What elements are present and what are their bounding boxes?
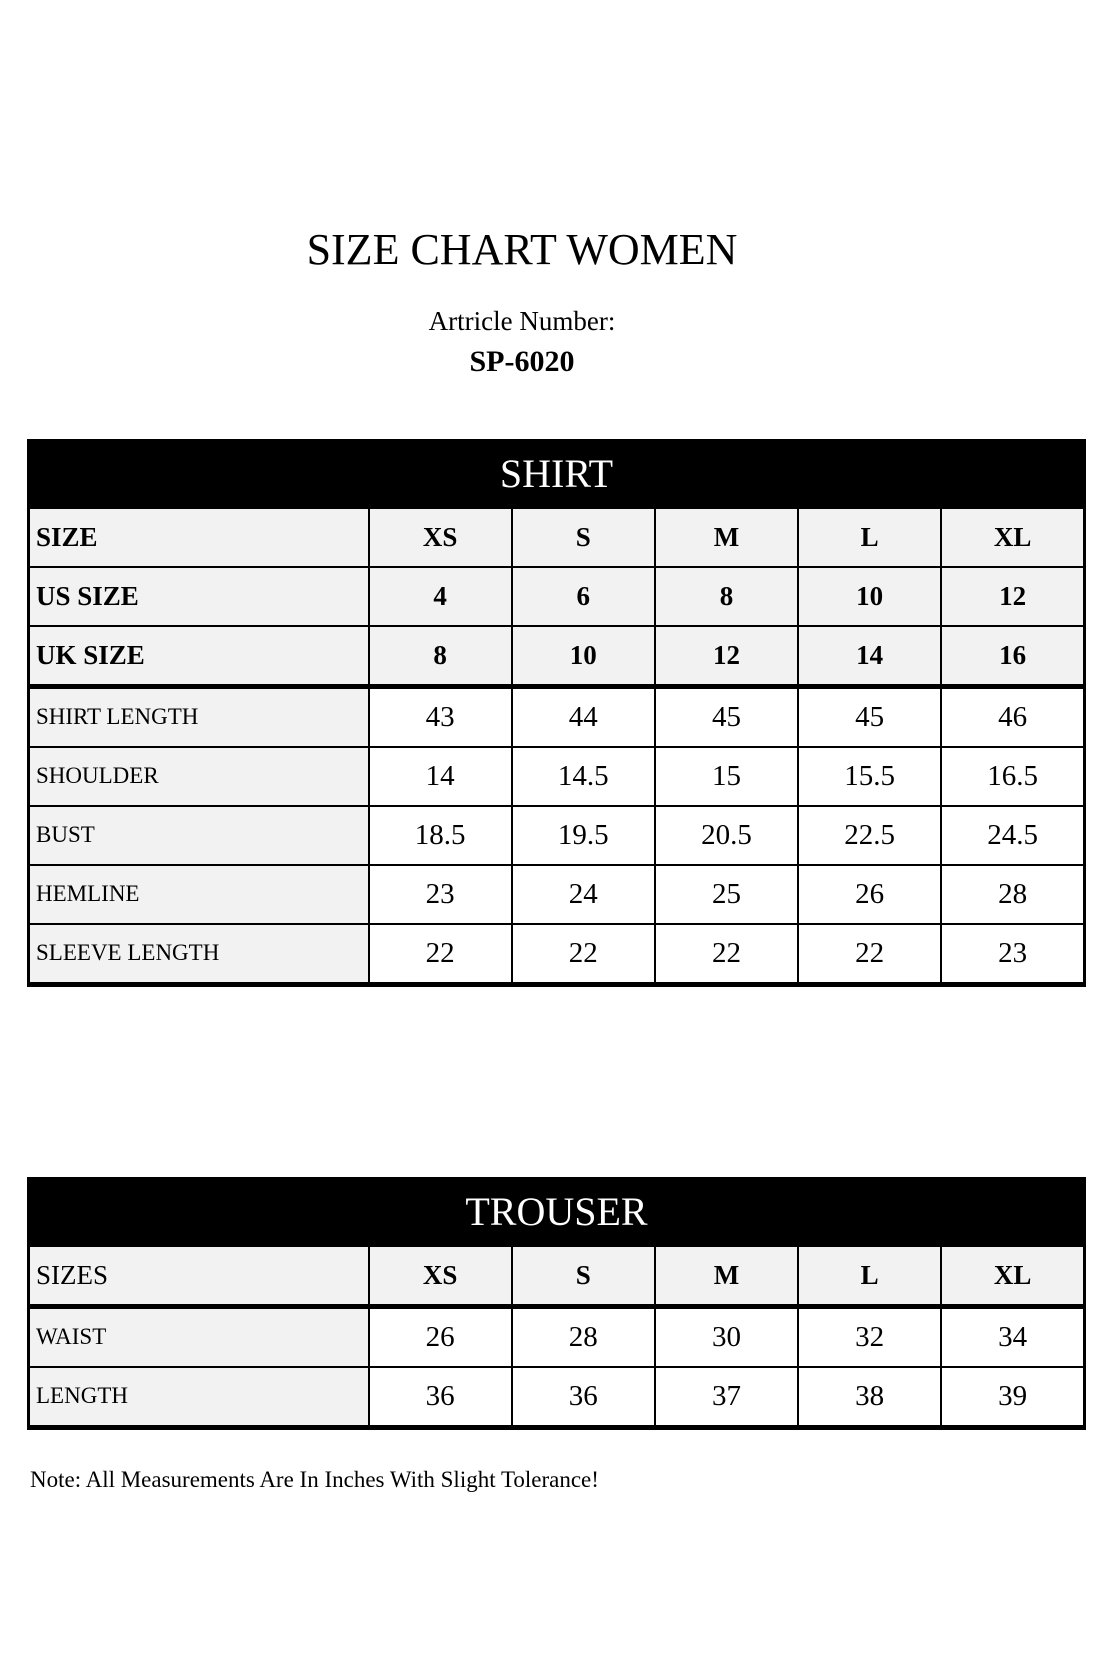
table-row — [29, 1245, 1085, 1306]
value-cell: L — [798, 507, 941, 567]
value-cell: S — [512, 1245, 655, 1306]
value-cell: 14.5 — [512, 747, 655, 806]
value-cell: 44 — [512, 686, 655, 747]
value-cell: 20.5 — [655, 806, 798, 865]
value-cell: 26 — [369, 1306, 512, 1367]
value-cell: 15 — [655, 747, 798, 806]
page-title: SIZE CHART WOMEN — [306, 225, 738, 274]
trouser-size-table — [27, 1177, 1086, 1430]
value-cell: 23 — [369, 865, 512, 924]
value-cell: 36 — [369, 1367, 512, 1428]
value-cell: 16 — [941, 626, 1084, 687]
measurement-note: Note: All Measurements Are In Inches With Slight Tolerance! — [30, 1466, 599, 1492]
value-cell: XS — [369, 507, 512, 567]
value-cell: 22.5 — [798, 806, 941, 865]
article-number-value: SP-6020 — [469, 345, 575, 379]
table-row — [29, 747, 1085, 806]
value-cell: 8 — [369, 626, 512, 687]
value-cell: 12 — [655, 626, 798, 687]
value-cell: M — [655, 1245, 798, 1306]
value-cell: 22 — [369, 924, 512, 985]
value-cell: 15.5 — [798, 747, 941, 806]
value-cell: 16.5 — [941, 747, 1084, 806]
shirt-size-table — [27, 439, 1086, 987]
value-cell: 19.5 — [512, 806, 655, 865]
value-cell: 4 — [369, 567, 512, 626]
value-cell: XL — [941, 507, 1084, 567]
value-cell: 23 — [941, 924, 1084, 985]
row-label: WAIST — [29, 1306, 369, 1367]
row-label: SHIRT LENGTH — [29, 686, 369, 747]
value-cell: 10 — [798, 567, 941, 626]
value-cell: M — [655, 507, 798, 567]
value-cell: XS — [369, 1245, 512, 1306]
value-cell: 46 — [941, 686, 1084, 747]
row-label: UK SIZE — [29, 626, 369, 687]
value-cell: 18.5 — [369, 806, 512, 865]
article-number-label: Artricle Number: — [428, 306, 616, 336]
table-title: TROUSER — [29, 1178, 1085, 1245]
value-cell: 14 — [369, 747, 512, 806]
row-label: SHOULDER — [29, 747, 369, 806]
value-cell: 22 — [798, 924, 941, 985]
table-title-row — [29, 1178, 1085, 1245]
table-row — [29, 626, 1085, 687]
row-label: US SIZE — [29, 567, 369, 626]
value-cell: 24 — [512, 865, 655, 924]
value-cell: 26 — [798, 865, 941, 924]
row-label: SIZES — [29, 1245, 369, 1306]
table-row — [29, 567, 1085, 626]
table-row — [29, 507, 1085, 567]
title-block — [27, 0, 1017, 380]
value-cell: 45 — [655, 686, 798, 747]
table-title-row — [29, 440, 1085, 507]
value-cell: 14 — [798, 626, 941, 687]
value-cell: 6 — [512, 567, 655, 626]
value-cell: S — [512, 507, 655, 567]
value-cell: 43 — [369, 686, 512, 747]
value-cell: 45 — [798, 686, 941, 747]
table-row — [29, 1367, 1085, 1428]
table-row — [29, 924, 1085, 985]
table-row — [29, 806, 1085, 865]
table-row — [29, 686, 1085, 747]
row-label: BUST — [29, 806, 369, 865]
value-cell: 37 — [655, 1367, 798, 1428]
value-cell: 8 — [655, 567, 798, 626]
table-row — [29, 865, 1085, 924]
table-row — [29, 1306, 1085, 1367]
value-cell: 22 — [655, 924, 798, 985]
table-title: SHIRT — [29, 440, 1085, 507]
value-cell: 12 — [941, 567, 1084, 626]
value-cell: 32 — [798, 1306, 941, 1367]
value-cell: 36 — [512, 1367, 655, 1428]
value-cell: 22 — [512, 924, 655, 985]
value-cell: 30 — [655, 1306, 798, 1367]
row-label: HEMLINE — [29, 865, 369, 924]
row-label: SLEEVE LENGTH — [29, 924, 369, 985]
value-cell: XL — [941, 1245, 1084, 1306]
value-cell: 10 — [512, 626, 655, 687]
value-cell: L — [798, 1245, 941, 1306]
row-label: SIZE — [29, 507, 369, 567]
value-cell: 39 — [941, 1367, 1084, 1428]
value-cell: 34 — [941, 1306, 1084, 1367]
value-cell: 28 — [941, 865, 1084, 924]
value-cell: 25 — [655, 865, 798, 924]
value-cell: 38 — [798, 1367, 941, 1428]
value-cell: 24.5 — [941, 806, 1084, 865]
row-label: LENGTH — [29, 1367, 369, 1428]
value-cell: 28 — [512, 1306, 655, 1367]
